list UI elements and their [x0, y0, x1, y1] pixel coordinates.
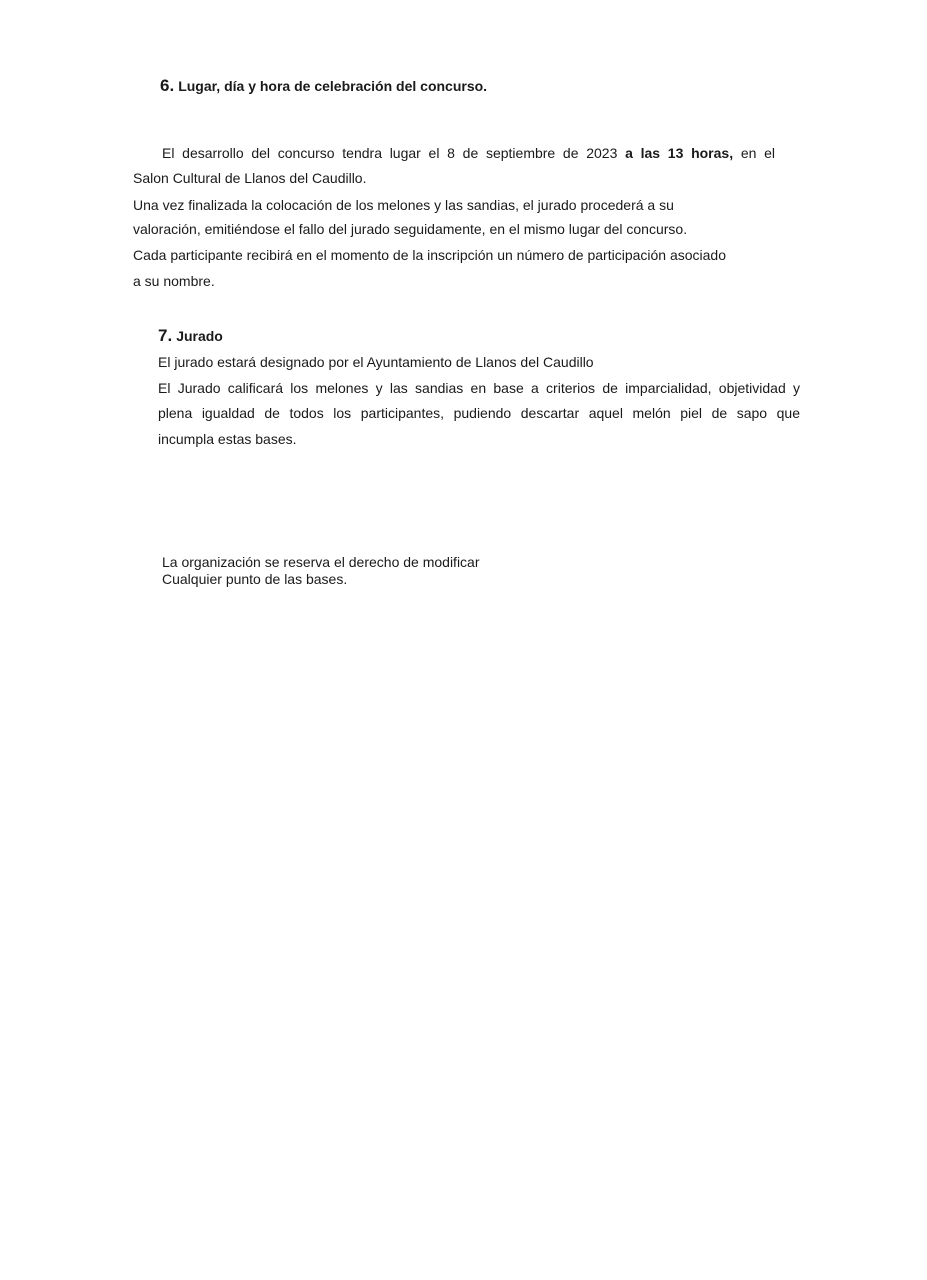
section-6-paragraph-line-6: a su nombre.	[133, 273, 215, 289]
section-6-heading	[160, 76, 487, 96]
section-6-paragraph-line-1	[162, 144, 775, 162]
section-7-number: 7.	[158, 326, 173, 345]
section-7-paragraph-line-1: El jurado estará designado por el Ayuntamiento de Llanos del Caudillo	[158, 354, 594, 370]
section-6-line-1-end: en el	[740, 145, 775, 161]
section-7-paragraph-line-4: incumpla estas bases.	[158, 431, 297, 447]
section-7-paragraph-line-2: El Jurado calificará los melones y las sandias en base a criterios de imparcialidad, objetividad y	[158, 380, 800, 396]
section-6-number: 6.	[160, 76, 175, 95]
section-6-line-1-bold-a: a	[625, 145, 633, 161]
closing-note-line-2: Cualquier punto de las bases.	[162, 571, 348, 587]
closing-note-line-1: La organización se reserva el derecho de modificar	[162, 554, 480, 570]
section-6-paragraph-line-5: Cada participante recibirá en el momento de la inscripción un número de participación asociado	[133, 247, 727, 263]
section-6-paragraph-line-3: Una vez finalizada la colocación de los melones y las sandias, el jurado procederá a su	[133, 197, 674, 213]
section-6-line-1-bold-time: las 13 horas,	[640, 145, 734, 161]
section-6-paragraph-line-2: Salon Cultural de Llanos del Caudillo.	[133, 170, 367, 186]
section-6-title: Lugar, día y hora de celebración del concurso.	[178, 78, 488, 94]
section-6-paragraph-line-4: valoración, emitiéndose el fallo del jurado seguidamente, en el mismo lugar del concurso.	[133, 221, 688, 237]
section-7-paragraph-line-3: plena igualdad de todos los participantes, pudiendo descartar aquel melón piel de sapo que	[158, 405, 800, 421]
section-7-heading	[158, 326, 223, 346]
section-6-line-1-text: El desarrollo del concurso tendra lugar el 8 de septiembre de 2023	[162, 145, 618, 161]
section-7-title: Jurado	[176, 328, 223, 344]
